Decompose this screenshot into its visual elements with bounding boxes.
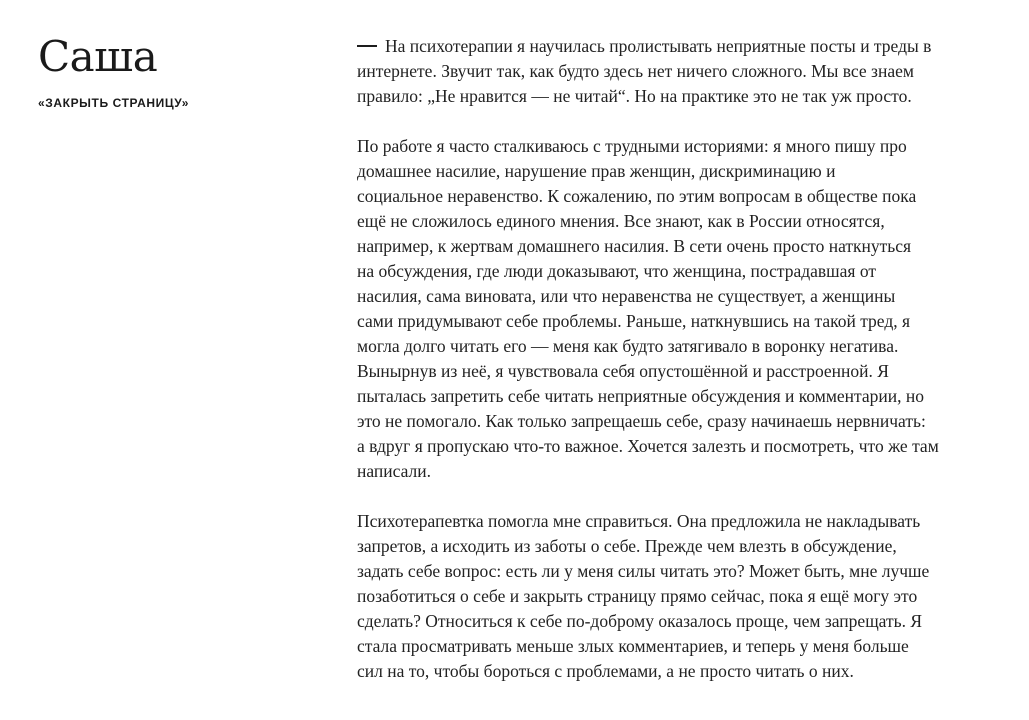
- text-line: стала просматривать меньше злых комментариев, и теперь у меня больше: [357, 636, 909, 656]
- text-line: Психотерапевтка помогла мне справиться. Она предложила не накладывать: [357, 511, 921, 531]
- text-line: запретов, а исходить из заботы о себе. Прежде чем влезть в обсуждение,: [357, 536, 897, 556]
- article-body: [357, 34, 987, 709]
- text-line: а вдруг я пропускаю что-то важное. Хочется залезть и посмотреть, что же там: [357, 436, 939, 456]
- text-line: написали.: [357, 461, 432, 481]
- author-header: [38, 30, 328, 110]
- text-line: задать себе вопрос: есть ли у меня силы читать это? Может быть, мне лучше: [357, 561, 930, 581]
- text-line: сделать? Относиться к себе по-доброму оказалось проще, чем запрещать. Я: [357, 611, 923, 631]
- paragraph-3: [357, 509, 987, 684]
- text-line: домашнее насилие, нарушение прав женщин, дискриминацию и: [357, 161, 836, 181]
- text-line: на обсуждения, где люди доказывают, что женщина, пострадавшая от: [357, 261, 877, 281]
- text-line: правило: „Не нравится — не читай“. Но на практике это не так уж просто.: [357, 86, 912, 106]
- author-name: Саша: [38, 32, 158, 81]
- story-subtitle: «ЗАКРЫТЬ СТРАНИЦУ»: [38, 96, 190, 110]
- text-line: социальное неравенство. К сожалению, по этим вопросам в обществе пока: [357, 186, 917, 206]
- text-line: По работе я часто сталкиваюсь с трудными историями: я много пишу про: [357, 136, 907, 156]
- em-dash-mark: [357, 45, 377, 47]
- paragraph-2: [357, 134, 987, 484]
- paragraph-1: [357, 34, 987, 109]
- text-line: например, к жертвам домашнего насилия. В сети очень просто наткнуться: [357, 236, 912, 256]
- text-line: это не помогало. Как только запрещаешь себе, сразу начинаешь нервничать:: [357, 411, 926, 431]
- text-line: Вынырнув из неё, я чувствовала себя опустошённой и расстроенной. Я: [357, 361, 889, 381]
- text-line: сами придумывают себе проблемы. Раньше, наткнувшись на такой тред, я: [357, 311, 911, 331]
- text-line: интернете. Звучит так, как будто здесь нет ничего сложного. Мы все знаем: [357, 61, 914, 81]
- text-line: ещё не сложилось единого мнения. Все знают, как в России относятся,: [357, 211, 885, 231]
- text-line: позаботиться о себе и закрыть страницу прямо сейчас, пока я ещё могу это: [357, 586, 918, 606]
- text-line: пыталась запретить себе читать неприятные обсуждения и комментарии, но: [357, 386, 925, 406]
- text-line: могла долго читать его — меня как будто затягивало в воронку негатива.: [357, 336, 899, 356]
- text-line: насилия, сама виновата, или что неравенства не существует, а женщины: [357, 286, 896, 306]
- text-line: На психотерапии я научилась пролистывать неприятные посты и треды в: [357, 34, 987, 59]
- text-line: сил на то, чтобы бороться с проблемами, а не просто читать о них.: [357, 661, 854, 681]
